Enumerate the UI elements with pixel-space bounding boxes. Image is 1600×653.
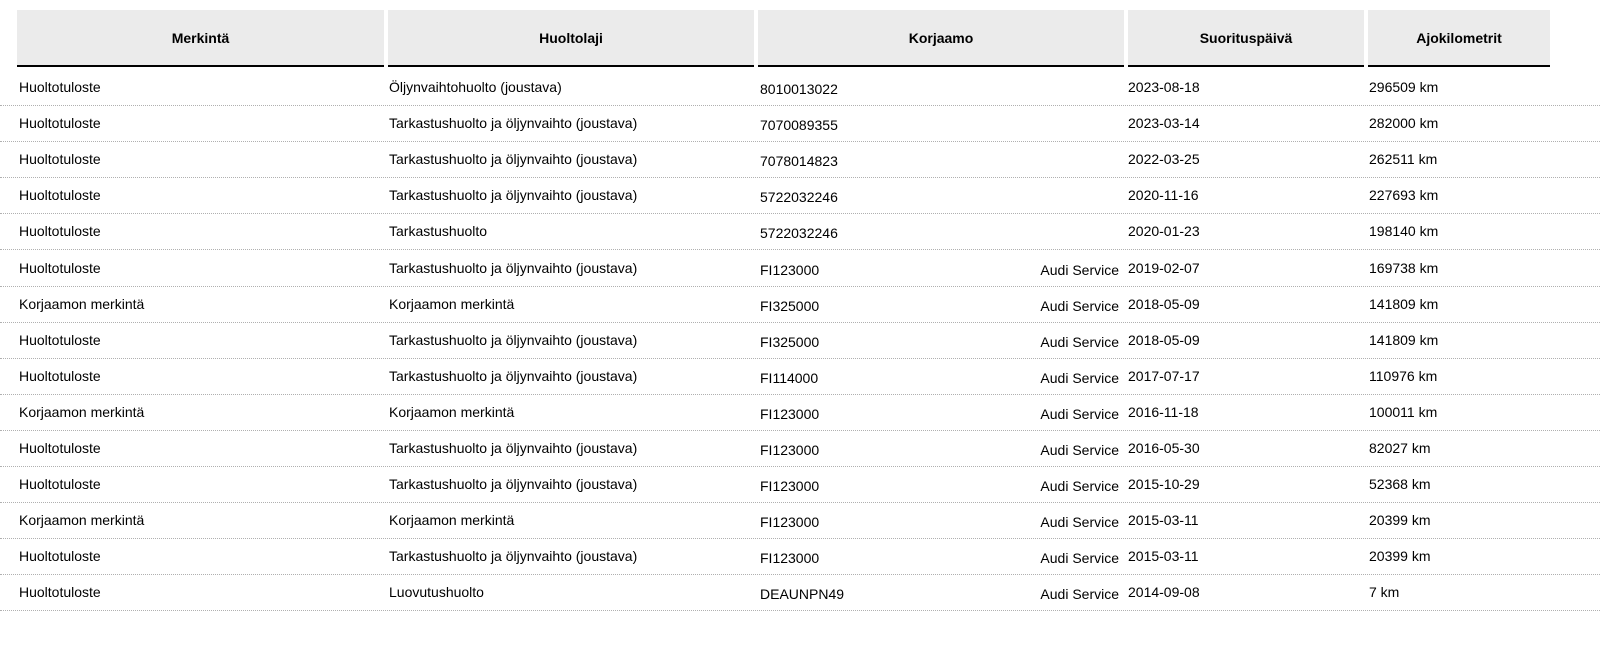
cell-korjaamo-name: Audi Service: [1040, 478, 1119, 495]
cell-suorituspaiva: 2020-11-16: [1128, 187, 1199, 204]
cell-ajokilometrit: 7 km: [1369, 584, 1400, 601]
table-row[interactable]: [0, 213, 1600, 250]
table-row[interactable]: [0, 286, 1600, 323]
cell-suorituspaiva: 2015-10-29: [1128, 476, 1200, 493]
cell-merkinta: Huoltotuloste: [19, 223, 101, 240]
table-row[interactable]: [0, 177, 1600, 214]
cell-korjaamo-name: [1020, 69, 1119, 105]
cell-korjaamo-code: DEAUNPN49: [760, 586, 845, 603]
table-row[interactable]: [0, 538, 1600, 575]
cell-korjaamo-code: 5722032246: [760, 189, 838, 206]
cell-korjaamo-code: FI123000: [760, 478, 820, 495]
cell-korjaamo-code: FI114000: [760, 369, 819, 386]
cell-korjaamo-code: FI325000: [760, 297, 820, 314]
cell-merkinta: Huoltotuloste: [19, 476, 101, 493]
cell-suorituspaiva: 2023-08-18: [1128, 79, 1200, 95]
cell-ajokilometrit: 296509 km: [1369, 79, 1439, 95]
cell-huoltolaji: Öljynvaihtohuolto (joustava): [389, 79, 562, 95]
cell-huoltolaji: Tarkastushuolto ja öljynvaihto (joustava): [389, 187, 638, 204]
table-row[interactable]: [0, 502, 1600, 539]
cell-ajokilometrit: 262511 km: [1369, 151, 1438, 168]
cell-merkinta: Huoltotuloste: [19, 187, 101, 204]
table-row[interactable]: [0, 394, 1600, 431]
cell-huoltolaji: Korjaamon merkintä: [389, 512, 515, 529]
cell-korjaamo-name: Audi Service: [1040, 550, 1119, 567]
cell-huoltolaji: Tarkastushuolto ja öljynvaihto (joustava): [389, 151, 638, 168]
column-header-suorituspaiva[interactable]: Suorituspäivä: [1128, 10, 1364, 67]
cell-merkinta: Korjaamon merkintä: [19, 403, 145, 420]
table-row[interactable]: [0, 466, 1600, 503]
cell-ajokilometrit: 20399 km: [1369, 548, 1431, 565]
column-header-merkinta[interactable]: Merkintä: [17, 10, 384, 67]
cell-huoltolaji: Tarkastushuolto ja öljynvaihto (joustava): [389, 476, 638, 493]
cell-merkinta: Huoltotuloste: [19, 259, 101, 276]
cell-huoltolaji: Tarkastushuolto: [389, 223, 488, 240]
cell-korjaamo-code: FI123000: [760, 550, 820, 567]
column-header-huoltolaji[interactable]: Huoltolaji: [388, 10, 754, 67]
cell-korjaamo-name: Audi Service: [1040, 297, 1119, 314]
cell-huoltolaji: Luovutushuolto: [389, 584, 484, 601]
cell-merkinta: Huoltotuloste: [19, 151, 101, 168]
cell-ajokilometrit: 82027 km: [1369, 440, 1431, 456]
cell-merkinta: Huoltotuloste: [19, 367, 101, 384]
cell-ajokilometrit: 100011 km: [1369, 403, 1438, 420]
cell-merkinta: Huoltotuloste: [19, 548, 101, 565]
cell-suorituspaiva: 2016-11-18: [1128, 403, 1199, 420]
cell-huoltolaji: Tarkastushuolto ja öljynvaihto (joustava): [389, 115, 638, 132]
cell-merkinta: Huoltotuloste: [19, 331, 101, 348]
cell-suorituspaiva: 2019-02-07: [1128, 259, 1200, 276]
cell-suorituspaiva: 2022-03-25: [1128, 151, 1200, 168]
cell-suorituspaiva: 2023-03-14: [1128, 115, 1200, 132]
cell-huoltolaji: Tarkastushuolto ja öljynvaihto (joustava): [389, 331, 638, 348]
cell-suorituspaiva: 2017-07-17: [1128, 367, 1200, 384]
cell-korjaamo-code: FI123000: [760, 442, 820, 458]
cell-huoltolaji: Tarkastushuolto ja öljynvaihto (joustava): [389, 259, 638, 276]
column-header-korjaamo[interactable]: Korjaamo: [758, 10, 1124, 67]
cell-ajokilometrit: 169738 km: [1369, 259, 1439, 276]
cell-huoltolaji: Tarkastushuolto ja öljynvaihto (joustava): [389, 548, 638, 565]
cell-suorituspaiva: 2018-05-09: [1128, 331, 1200, 348]
cell-huoltolaji: Tarkastushuolto ja öljynvaihto (joustava): [389, 367, 638, 384]
cell-suorituspaiva: 2018-05-09: [1128, 295, 1200, 312]
cell-korjaamo-code: 7078014823: [760, 153, 838, 170]
table-row[interactable]: [0, 105, 1600, 142]
cell-korjaamo-name: Audi Service: [1040, 586, 1119, 603]
table-row[interactable]: [0, 250, 1600, 287]
cell-huoltolaji: Tarkastushuolto ja öljynvaihto (joustava): [389, 440, 638, 456]
cell-korjaamo-code: FI123000: [760, 261, 820, 278]
cell-korjaamo-code: FI325000: [760, 333, 820, 350]
cell-korjaamo-name: Audi Service: [1040, 333, 1119, 350]
cell-merkinta: Huoltotuloste: [19, 584, 101, 601]
cell-korjaamo-code: 8010013022: [760, 81, 838, 97]
table-row[interactable]: [0, 322, 1600, 359]
cell-ajokilometrit: 110976 km: [1369, 367, 1438, 384]
cell-merkinta: Huoltotuloste: [19, 115, 101, 132]
cell-ajokilometrit: 52368 km: [1369, 476, 1431, 493]
cell-suorituspaiva: 2020-01-23: [1128, 223, 1200, 240]
cell-korjaamo-name: [1020, 177, 1119, 213]
cell-korjaamo-name: Audi Service: [1040, 405, 1119, 422]
cell-suorituspaiva: 2014-09-08: [1128, 584, 1200, 601]
cell-korjaamo-name: Audi Service: [1040, 514, 1119, 531]
table-row[interactable]: [0, 141, 1600, 178]
cell-ajokilometrit: 141809 km: [1369, 331, 1439, 348]
cell-merkinta: Korjaamon merkintä: [19, 295, 145, 312]
cell-ajokilometrit: 282000 km: [1369, 115, 1439, 132]
cell-korjaamo-code: FI123000: [760, 405, 820, 422]
table-row[interactable]: [0, 69, 1600, 106]
cell-korjaamo-name: [1020, 105, 1119, 141]
cell-merkinta: Huoltotuloste: [19, 440, 101, 456]
table-header: [0, 10, 1600, 67]
cell-ajokilometrit: 227693 km: [1369, 187, 1439, 204]
cell-suorituspaiva: 2015-03-11: [1128, 512, 1199, 529]
cell-korjaamo-code: 5722032246: [760, 225, 838, 242]
cell-korjaamo-name: Audi Service: [1040, 369, 1119, 386]
table-row[interactable]: [0, 574, 1600, 611]
cell-merkinta: Huoltotuloste: [19, 79, 101, 95]
cell-korjaamo-code: 7070089355: [760, 117, 838, 134]
cell-merkinta: Korjaamon merkintä: [19, 512, 145, 529]
cell-korjaamo-name: [1020, 213, 1119, 249]
cell-korjaamo-code: FI123000: [760, 514, 820, 531]
cell-huoltolaji: Korjaamon merkintä: [389, 403, 515, 420]
cell-suorituspaiva: 2015-03-11: [1128, 548, 1199, 565]
cell-ajokilometrit: 198140 km: [1369, 223, 1439, 240]
cell-suorituspaiva: 2016-05-30: [1128, 440, 1200, 456]
cell-korjaamo-name: Audi Service: [1040, 261, 1119, 278]
cell-korjaamo-name: [1020, 141, 1119, 177]
column-header-ajokilometrit[interactable]: Ajokilometrit: [1368, 10, 1550, 67]
cell-ajokilometrit: 20399 km: [1369, 512, 1431, 529]
table-row[interactable]: [0, 358, 1600, 395]
cell-huoltolaji: Korjaamon merkintä: [389, 295, 515, 312]
cell-ajokilometrit: 141809 km: [1369, 295, 1439, 312]
cell-korjaamo-name: Audi Service: [1040, 442, 1119, 458]
table-row[interactable]: [0, 430, 1600, 467]
